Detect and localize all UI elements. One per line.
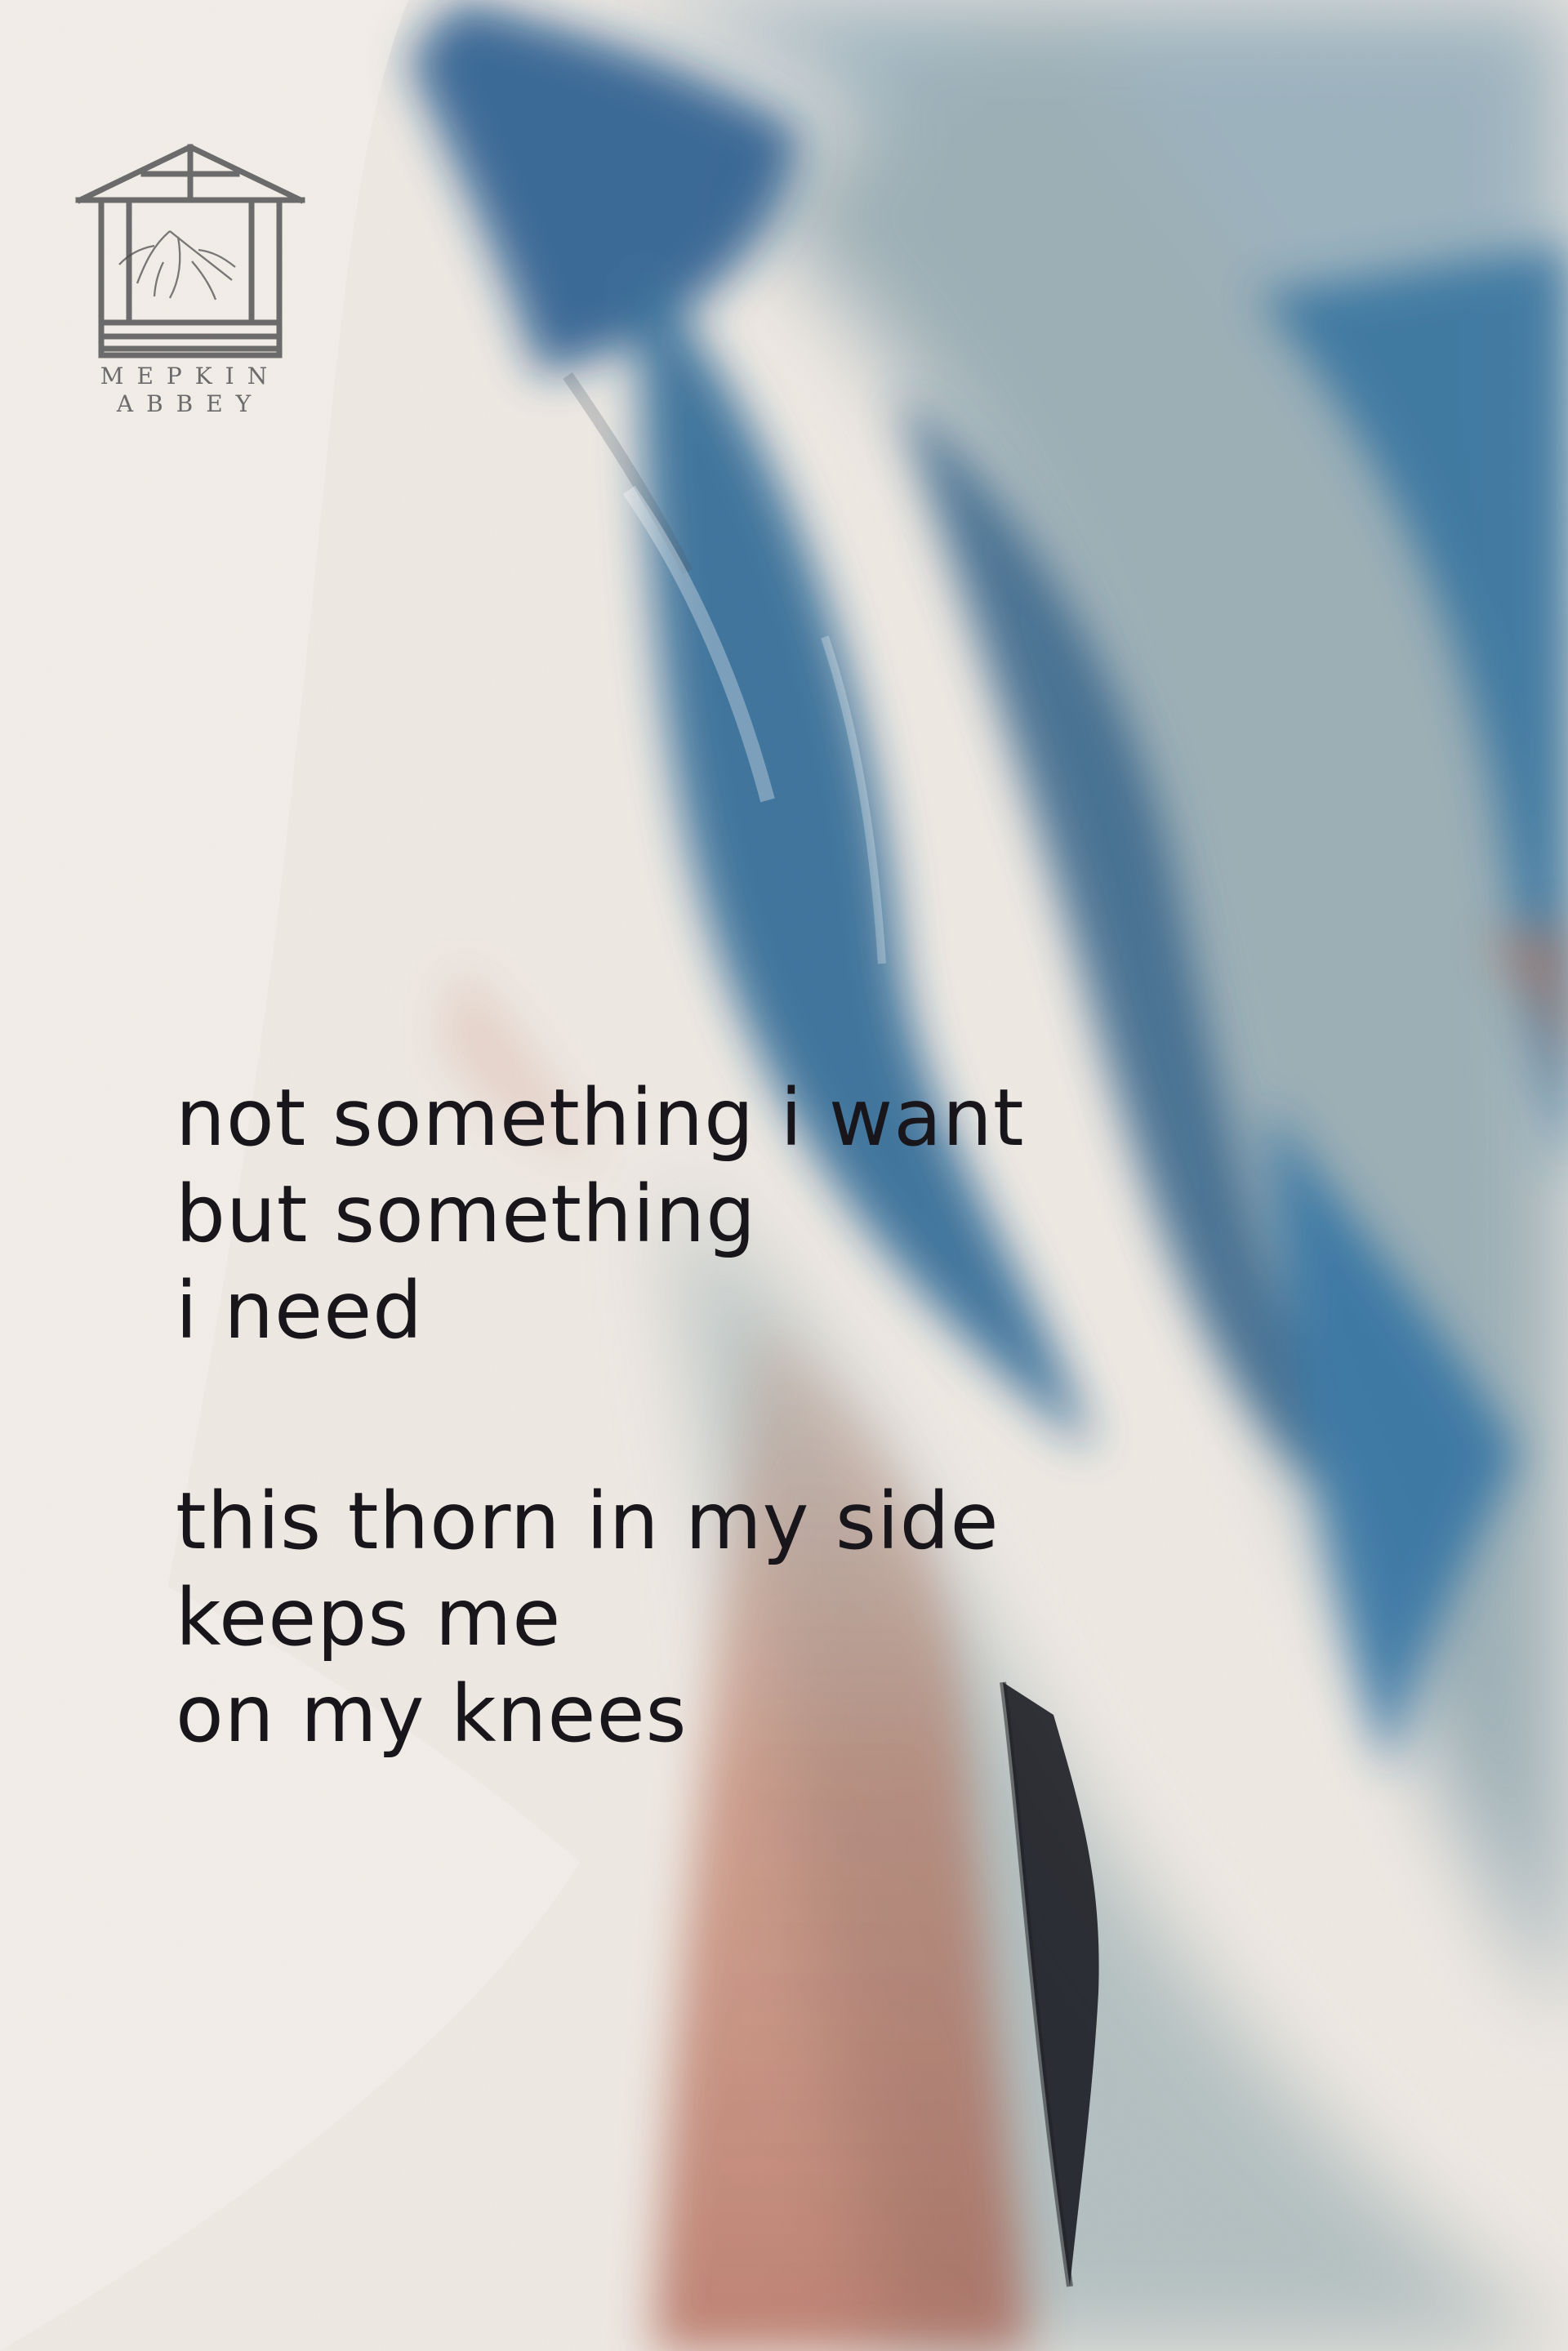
logo-text-line-1: MEPKIN [100, 363, 281, 390]
poem-stanza-2 [176, 1473, 1156, 1762]
poem-stanza-1 [176, 1070, 1156, 1359]
poem-line: not something i want [176, 1072, 1025, 1164]
logo-text-line-2: ABBEY [116, 390, 265, 417]
poem-line: keeps me [176, 1572, 562, 1663]
house-logo-icon [72, 143, 309, 363]
poem-line: i need [176, 1265, 424, 1356]
poem-line: this thorn in my side [176, 1476, 1000, 1567]
poem-line: but something [176, 1169, 757, 1260]
poem-line: on my knees [176, 1668, 688, 1760]
abbey-logo [72, 143, 309, 421]
handwritten-poem [176, 1070, 1156, 1762]
